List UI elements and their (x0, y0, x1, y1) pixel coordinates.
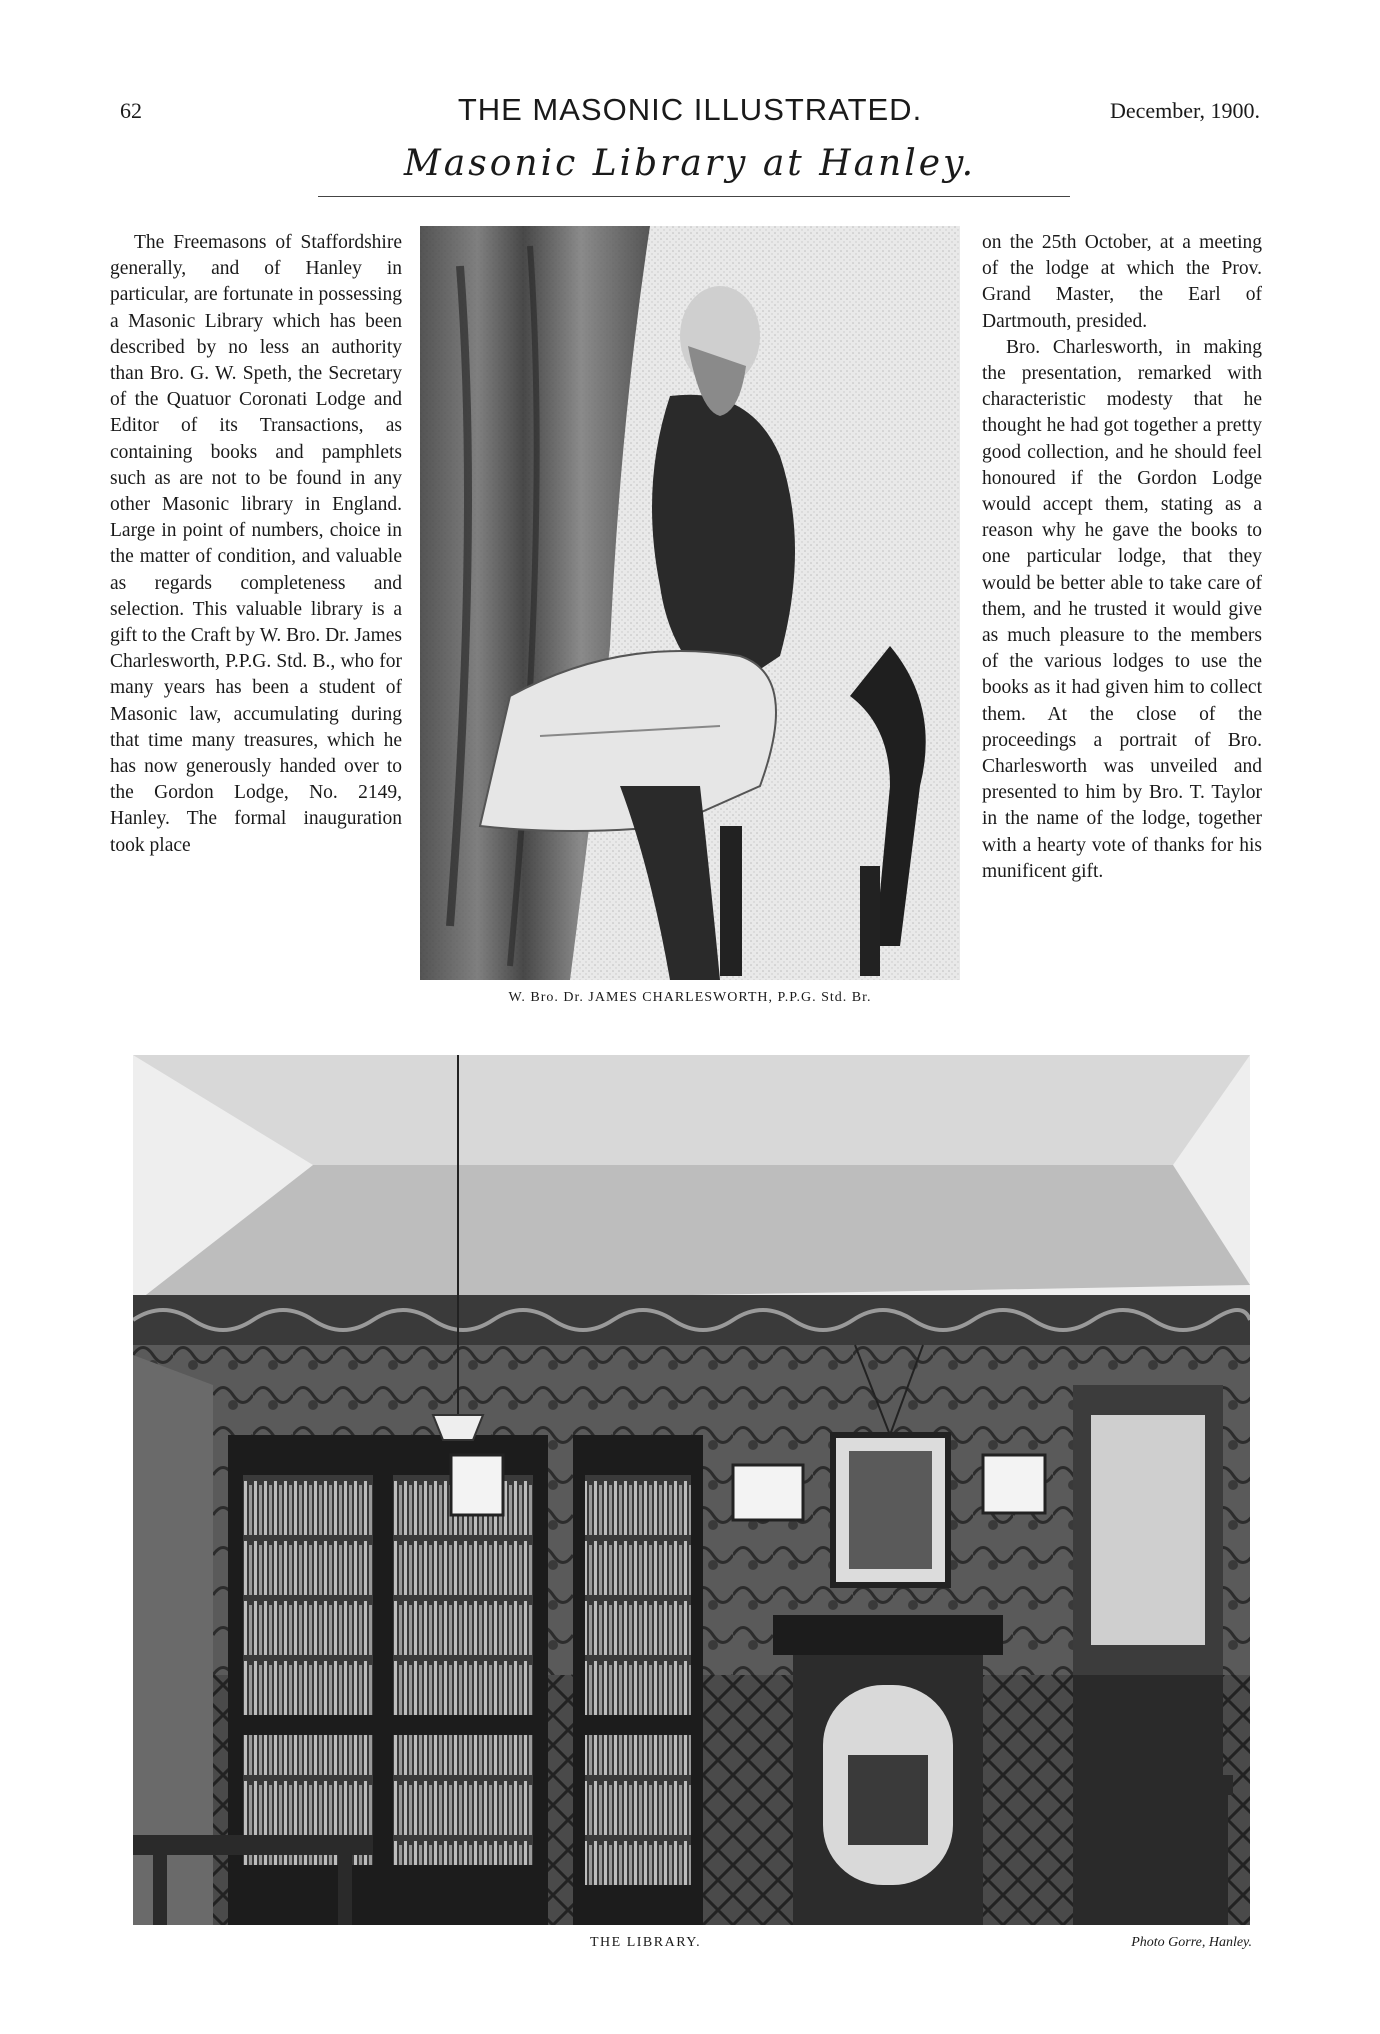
page-number: 62 (120, 98, 142, 123)
library-photo (133, 1055, 1250, 1925)
portrait-caption: W. Bro. Dr. JAMES CHARLESWORTH, P.P.G. Std. Br. (508, 990, 872, 1005)
title-rule (318, 196, 1070, 197)
left-column-text: The Freemasons of Staffordshire generally, and of Hanley in particular, are fortunate in possessing a Masonic Library which has been described by no less an authority than Bro. G. W. Speth, the Secretary of the Quatuor Coronati Lodge and Editor of its Transactions, as containing books and pamphlets such as are not to be found in any other Masonic library in England. Large in point of numbers, choice in the matter of condition, and valuable as regards completeness and selection. This valuable library is a gift to the Craft by W. Bro. Dr. James Charlesworth, P.P.G. Std. B., who for many years has been a student of Masonic law, accumulating during that time many treasures, which he has now generously handed over to the Gordon Lodge, No. 2149, Hanley. The formal inauguration took place (110, 232, 402, 856)
right-column-paragraph-2: Bro. Charlesworth, in making the presentation, remarked with characteristic modesty that he thought he had got together a pretty good collection, and he should feel honoured if the Gordon Lodge would accept them, stating as a reason why he gave the books to one particular lodge, that they would be better able to take care of them, and he trusted it would give as much pleasure to the members of the various lodges to use the books as it had given him to collect them. At the close of the proceedings a portrait of Bro. Charlesworth was unveiled and presented to him by Bro. T. Taylor in the name of the lodge, together with a hearty vote of thanks for his munificent gift. (982, 336, 1262, 882)
portrait-photo (420, 226, 960, 980)
right-column-paragraph-1: on the 25th October, at a meeting of the lodge at which the Prov. Grand Master, the Earl of Dartmouth, presided. (982, 232, 1262, 332)
photo-credit: Photo Gorre, Hanley. (1131, 1935, 1252, 1950)
article-title: Masonic Library at Hanley. (403, 143, 977, 184)
library-caption: THE LIBRARY. (590, 1935, 702, 1950)
right-column (982, 230, 1262, 885)
publication-title: THE MASONIC ILLUSTRATED. (457, 92, 923, 127)
issue-date: December, 1900. (1109, 98, 1260, 123)
